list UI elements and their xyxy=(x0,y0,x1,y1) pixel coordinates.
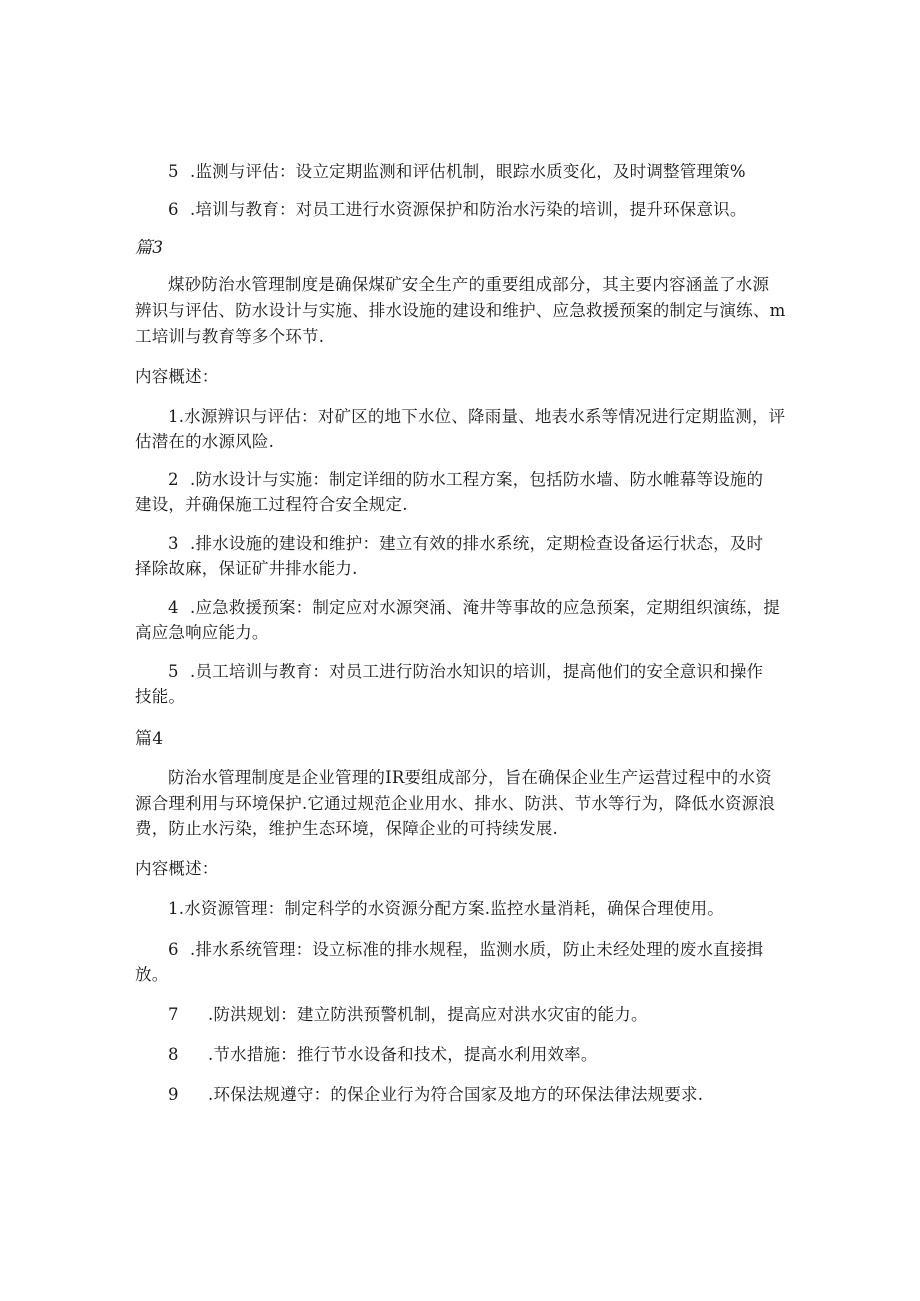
list-text: .排水系统管理：设立标准的排水规程，监测水质，防止未经处理的废水直接揖 xyxy=(190,940,764,959)
list-number: 9 xyxy=(168,1085,179,1104)
list-item xyxy=(168,1084,703,1106)
list-text: .节水措施：推行节水设备和技术，提高水利用效率。 xyxy=(208,1045,598,1064)
list-text: .监测与评估：设立定期监测和评估机制，眼踪水质变化，及时调整管理策% xyxy=(190,162,746,181)
list-item xyxy=(168,199,747,221)
section-heading: 篇3 xyxy=(135,238,164,258)
list-text: .应急救援预案：制定应对水源突涌、淹井等事故的应急预案，定期组织演练，提 xyxy=(190,598,780,617)
list-item-line: 1.水源辨识与评估：对矿区的地下水位、降雨量、地表水系等情况进行定期监测，评 xyxy=(168,407,786,426)
list-item xyxy=(168,1004,648,1026)
list-text: .防水设计与实施：制定详细的防水工程方案，包括防水墙、防水帷幕等设施的 xyxy=(190,470,764,489)
list-item-line: 技能。 xyxy=(135,687,186,706)
list-number: 2 xyxy=(168,470,179,489)
list-item xyxy=(168,533,763,555)
paragraph-line: 工培训与教育等多个环节. xyxy=(135,327,325,346)
list-item xyxy=(168,469,763,491)
list-item xyxy=(168,661,763,683)
list-text: .员工培训与教育：对员工进行防治水知识的培训，提高他们的安全意识和操作 xyxy=(190,662,764,681)
list-item xyxy=(168,597,780,619)
paragraph-line: 辨识与评估、防水设计与实施、排水设施的建设和维护、应急救援预案的制定与演练、m xyxy=(135,301,786,320)
list-number: 4 xyxy=(168,598,179,617)
section-heading: 篇4 xyxy=(135,729,164,749)
list-text: .防洪规划：建立防洪预警机制，提高应对洪水灾宙的能力。 xyxy=(208,1005,648,1024)
list-item xyxy=(168,1044,598,1066)
list-text: .环保法规遵守：的保企业行为符合国家及地方的环保法律法规要求. xyxy=(208,1085,704,1104)
list-number: 5 xyxy=(168,662,179,681)
list-number: 7 xyxy=(168,1005,179,1024)
list-item-line: 择除故麻，保证矿井排水能力. xyxy=(135,559,358,578)
list-text: .排水设施的建设和维护：建立有效的排水系统，定期检查设备运行状态，及时 xyxy=(190,534,764,553)
paragraph-line: 煤砂防治水管理制度是确保煤矿安全生产的重要组成部分，其主要内容涵盖了水源 xyxy=(168,275,770,294)
list-item-line: 放。 xyxy=(135,965,169,984)
list-item xyxy=(168,161,746,183)
overview-label: 内容概述： xyxy=(135,859,219,878)
list-item-line: 建设，并确保施工过程符合安全规定. xyxy=(135,495,408,514)
list-item xyxy=(168,939,763,961)
overview-label: 内容概述： xyxy=(135,367,219,386)
list-item-line: 估潜在的水源风险. xyxy=(135,432,275,451)
list-number: 6 xyxy=(168,940,179,959)
paragraph-line: 源合理利用与环境保护.它通过规范企业用水、排水、防洪、节水等行为，降低水资源浪 xyxy=(135,794,776,813)
list-text: .培训与教育：对员工进行水资源保护和防治水污染的培训，提升环保意识。 xyxy=(190,200,747,219)
list-number: 6 xyxy=(168,200,179,219)
list-number: 8 xyxy=(168,1045,179,1064)
list-item-line: 1.水资源管理：制定科学的水资源分配方案.监控水量消耗，确保合理使用。 xyxy=(168,899,724,918)
paragraph-line: 防治水管理制度是企业管理的IR要组成部分，旨在确保企业生产运营过程中的水资 xyxy=(168,768,772,787)
list-number: 5 xyxy=(168,162,179,181)
list-item-line: 高应急响应能力。 xyxy=(135,623,269,642)
list-number: 3 xyxy=(168,534,179,553)
paragraph-line: 费，防止水污染，维护生态环境，保障企业的可持续发展. xyxy=(135,819,558,838)
